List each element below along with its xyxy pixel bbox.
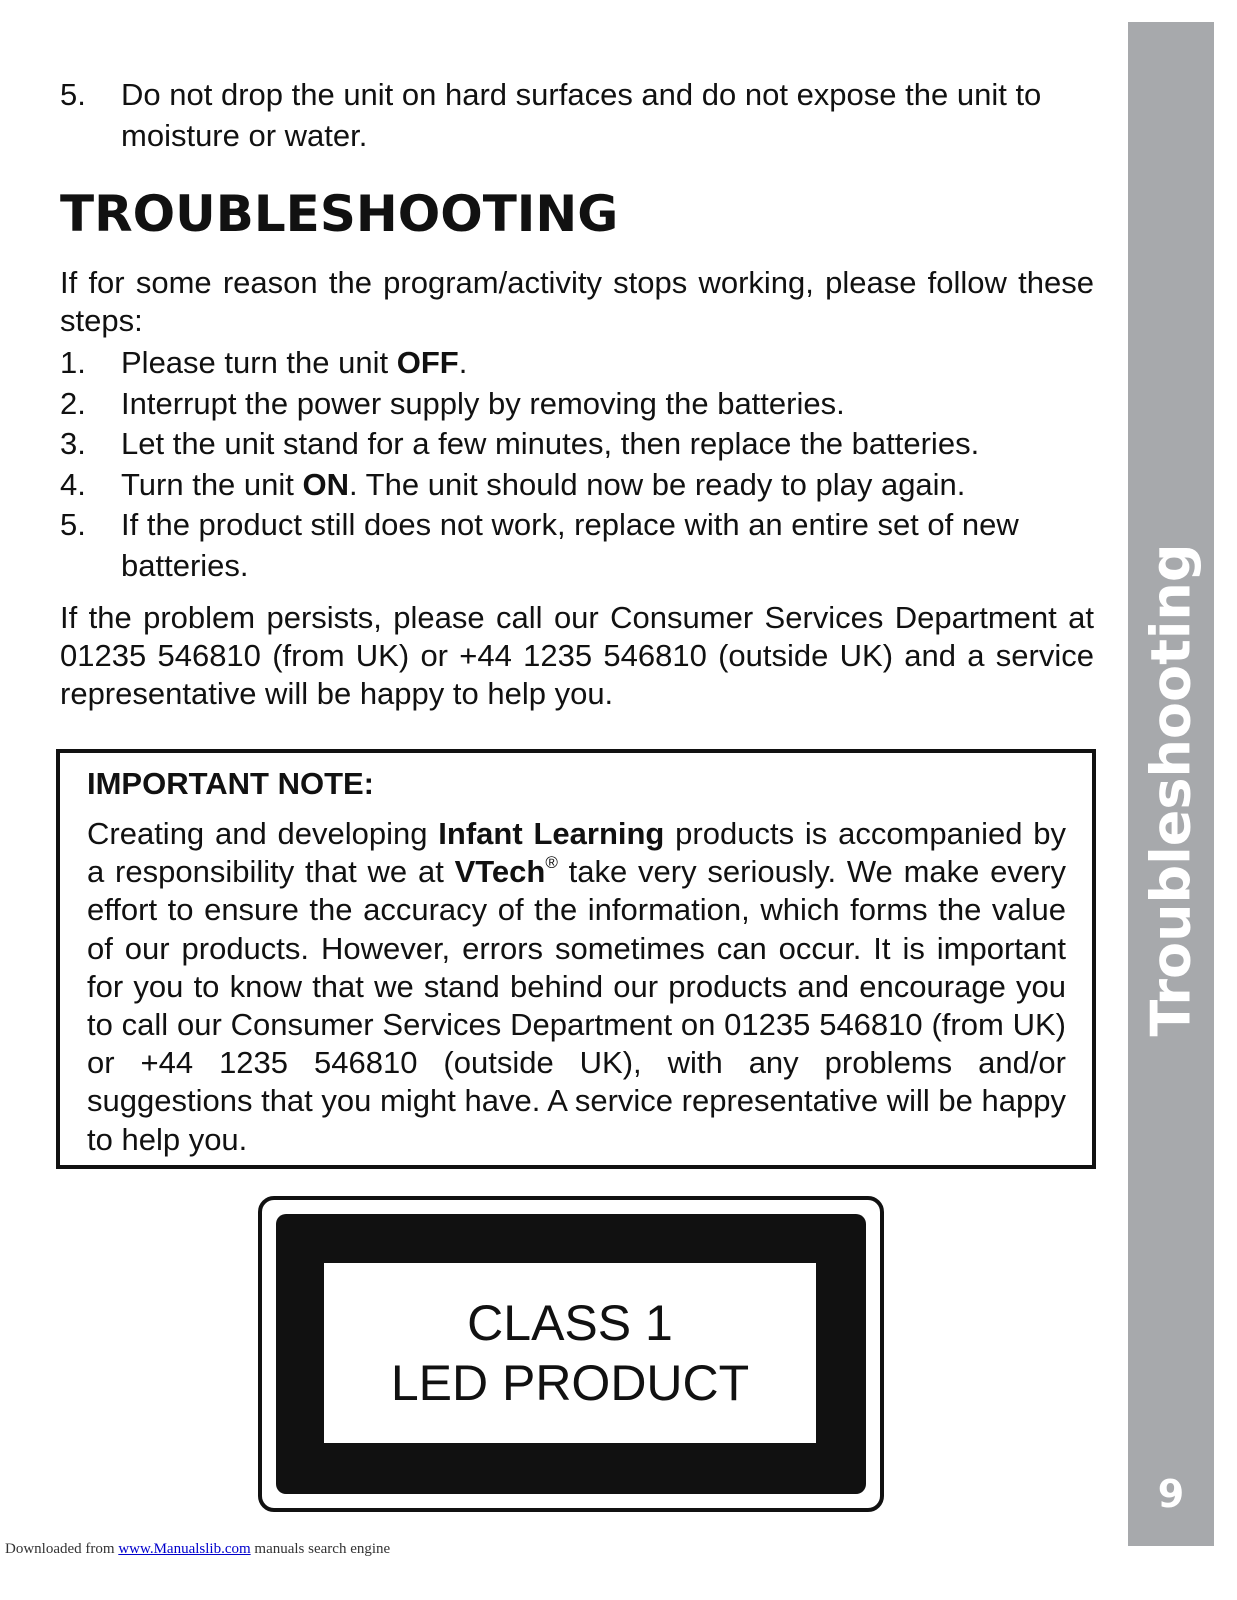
step-text: Interrupt the power supply by removing the batteries. <box>121 385 845 421</box>
step-text: Please turn the unit <box>121 345 397 380</box>
step-text: Turn the unit <box>121 466 303 502</box>
step-number: 1. <box>60 345 86 380</box>
step-number: 3. <box>60 426 86 461</box>
page-content <box>60 74 1094 713</box>
step-3 <box>60 424 1094 465</box>
label-black-frame <box>276 1214 866 1494</box>
note-body <box>87 815 1066 1159</box>
section-title: TROUBLESHOOTING <box>60 185 619 243</box>
footer <box>5 1541 390 1558</box>
step-text-after: . The unit should now be ready to play again. <box>349 466 966 502</box>
step-number: 2. <box>60 385 86 421</box>
steps-list <box>60 343 1094 586</box>
step-number: 4. <box>60 466 86 502</box>
step-bold: ON <box>302 466 350 502</box>
note-bold-vtech: VTech <box>454 854 546 890</box>
led-class-label <box>258 1196 884 1512</box>
step-bold: OFF <box>396 345 459 380</box>
footer-suffix: manuals search engine <box>250 1541 391 1557</box>
note-text-2: products is accompanied by a responsibility that we at <box>87 816 1067 890</box>
care-item-5 <box>60 74 1094 156</box>
step-5 <box>60 505 1094 586</box>
side-tab-label: Troubleshooting <box>1139 543 1203 1037</box>
important-note-box <box>56 749 1096 1169</box>
footer-link[interactable]: www.Manualslib.com <box>118 1541 251 1557</box>
item-number: 5. <box>60 77 86 112</box>
label-line-2: LED PRODUCT <box>390 1355 750 1411</box>
step-4 <box>60 465 1094 506</box>
label-line-1: CLASS 1 <box>467 1295 673 1351</box>
note-title: IMPORTANT NOTE: <box>87 766 375 801</box>
item-text: Do not drop the unit on hard surfaces and do not expose the unit to moisture or water. <box>121 77 1042 153</box>
registered-mark: ® <box>545 852 558 872</box>
footer-prefix: Downloaded from <box>5 1541 119 1557</box>
step-1 <box>60 343 1094 384</box>
step-text: Let the unit stand for a few minutes, then replace the batteries. <box>121 426 980 461</box>
intro-paragraph: If for some reason the program/activity stops working, please follow these steps: <box>60 265 1094 338</box>
note-text-1: Creating and developing <box>87 816 439 851</box>
page-number: 9 <box>1157 1472 1185 1516</box>
step-text-after: . <box>458 345 468 380</box>
persist-paragraph: If the problem persists, please call our Consumer Services Department at 01235 546810 (from UK) or +44 1235 546810 (outside UK) and a service representative will be happy to help you. <box>60 600 1094 711</box>
step-number: 5. <box>60 507 86 542</box>
note-text-3: take very seriously. We make every effort to ensure the accuracy of the information, which forms the value of our products. However, errors sometimes can occur. It is important for you to know that we stand behind our products and encourage you to call our Consumer Services Department on 01235 546810 (from UK) or +44 1235 546810 (outside UK), with any problems and/or suggestions that you might have. A service representative will be happy to help you. <box>87 854 1066 1157</box>
label-text-box <box>324 1263 816 1443</box>
step-2 <box>60 384 1094 425</box>
step-text: If the product still does not work, replace with an entire set of new batteries. <box>121 507 1019 583</box>
note-bold-infant-learning: Infant Learning <box>438 816 665 851</box>
